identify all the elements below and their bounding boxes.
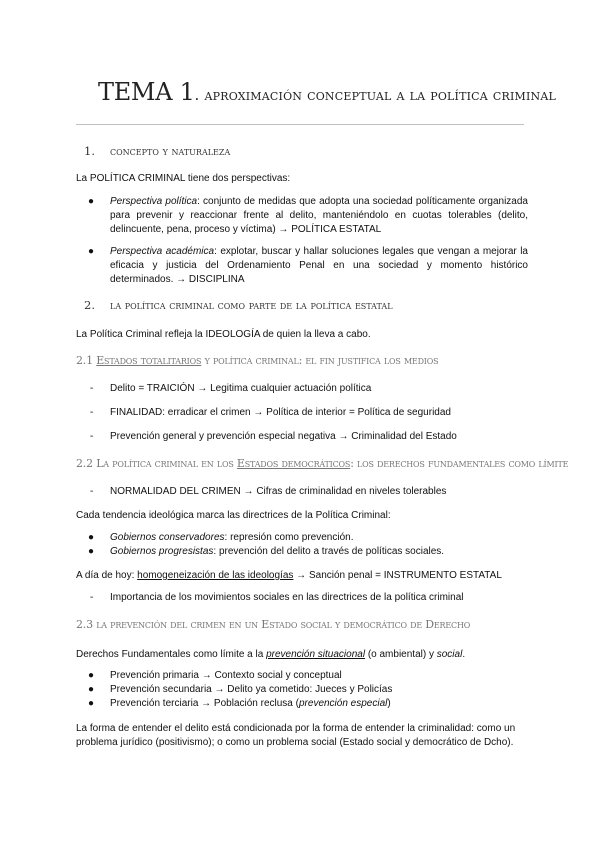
- bullet-perspectiva-politica: ● Perspectiva política: conjunto de medidas que adopta una sociedad políticamente organizada para prevenir y reaccionar frente al delito, manteniéndolo en cuotas tolerables (delito, delincuente, pena, proceso y víctima) → POLÍTICA ESTATAL: [88, 196, 528, 235]
- bullet-icon: ●: [88, 196, 95, 207]
- subsection-2-3-heading: 2.3 la prevención del crimen en un Estado social y democrático de Derecho: [76, 618, 471, 631]
- closing-paragraph: La forma de entender el delito está condicionada por la forma de entender la criminalidad: como un problema jurídico (positivismo); o como un problema social (Estado social y democrático de Dcho).: [76, 723, 516, 748]
- bullet-prevencion-terciaria: ● Prevención terciaria → Población reclusa (prevención especial): [88, 698, 391, 709]
- section-2-heading: 2. la política criminal como parte de la política estatal: [84, 298, 393, 312]
- bullet-prevencion-primaria: ● Prevención primaria → Contexto social y conceptual: [88, 670, 342, 681]
- bullet-perspectiva-academica: ● Perspectiva académica: explotar, buscar y hallar soluciones legales que vengan a mejorar la eficacia y justicia del Ordenamiento Penal en una sociedad y momento histórico determinados. → DISCIPLINA: [88, 246, 528, 285]
- title-divider: [76, 124, 524, 125]
- subsection-2-1-heading: 2.1 Estados totalitarios y política criminal: el fin justifica los medios: [76, 354, 439, 367]
- bullet-gobiernos-progresistas: ● Gobiernos progresistas: prevención del delito a través de políticas sociales.: [88, 546, 445, 557]
- intro-paragraph: La POLÍTICA CRIMINAL tiene dos perspectivas:: [76, 173, 291, 184]
- list-item: - NORMALIDAD DEL CRIMEN → Cifras de criminalidad en niveles tolerables: [90, 486, 447, 497]
- tendencia-paragraph: Cada tendencia ideológica marca las directrices de la Política Criminal:: [76, 510, 391, 521]
- list-item: - Delito = TRAICIÓN → Legitima cualquier actuación política: [90, 383, 372, 394]
- bullet-gobiernos-conservadores: ● Gobiernos conservadores: represión como prevención.: [88, 532, 354, 543]
- section-2-intro: La Política Criminal refleja la IDEOLOGÍA de quien la lleva a cabo.: [76, 329, 371, 340]
- list-item: - Importancia de los movimientos sociales en las directrices de la política criminal: [90, 592, 464, 603]
- page-title: TEMA 1. aproximación conceptual a la política criminal: [98, 78, 557, 106]
- bullet-prevencion-secundaria: ● Prevención secundaria → Delito ya cometido: Jueces y Policías: [88, 684, 393, 695]
- subsection-2-2-heading: 2.2 La política criminal en los Estados democráticos: los derechos fundamentales como límite: [76, 457, 569, 470]
- list-item: - FINALIDAD: erradicar el crimen → Política de interior = Política de seguridad: [90, 407, 451, 418]
- derechos-paragraph: Derechos Fundamentales como límite a la prevención situacional (o ambiental) y social.: [76, 649, 466, 660]
- today-paragraph: A día de hoy: homogeneización de las ideologías → Sanción penal = INSTRUMENTO ESTATAL: [76, 570, 502, 581]
- section-1-heading: 1. concepto y naturaleza: [84, 144, 231, 158]
- list-item: - Prevención general y prevención especial negativa → Criminalidad del Estado: [90, 431, 457, 442]
- bullet-icon: ●: [88, 246, 95, 257]
